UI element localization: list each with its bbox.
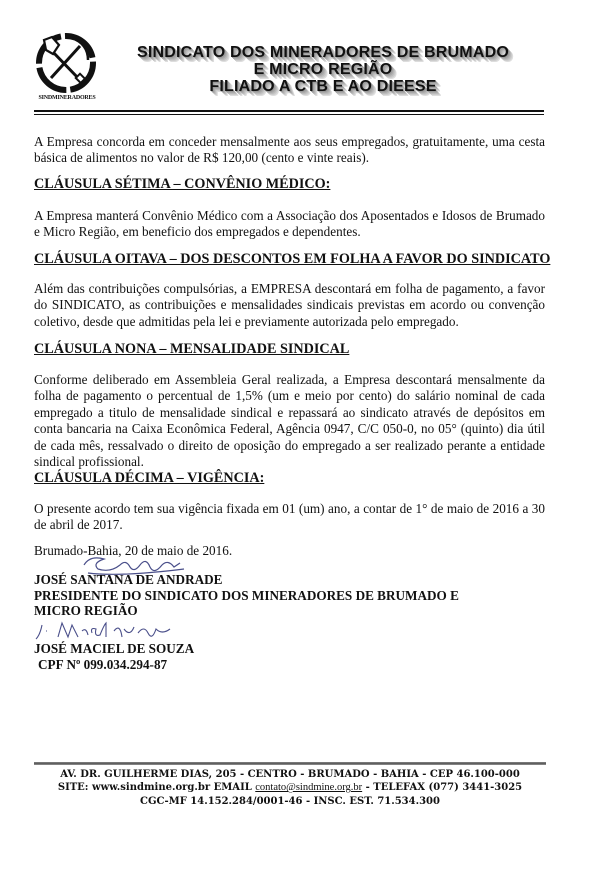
place-date: Brumado-Bahia, 20 de maio de 2016. — [34, 543, 233, 558]
clause-10-text: O presente acordo tem sua vigência fixada em 01 (um) ano, a contar de 1° de maio de 2016 a 30 de abril de 2017. — [34, 501, 545, 533]
footer-email-link[interactable]: contato@sindmine.org.br — [255, 782, 363, 794]
footer-address: AV. DR. GUILHERME DIAS, 205 - CENTRO - BRUMADO - BAHIA - CEP 46.100-000 — [60, 769, 520, 780]
footer-telefax: - TELEFAX (077) 3441-3025 — [362, 782, 523, 794]
clause-9-heading: CLÁUSULA NONA – MENSALIDADE SINDICAL — [34, 341, 350, 357]
letterhead-line-2: E MICRO REGIÃO — [253, 61, 393, 78]
clause-7-text: A Empresa manterá Convênio Médico com a Associação dos Aposentados e Idosos de Brumado e Micro Região, em beneficio dos empregados e dependentes. — [34, 208, 545, 240]
pickaxe-shovel-icon — [30, 30, 102, 104]
letterhead-title — [118, 44, 528, 95]
footer-divider — [34, 762, 546, 765]
clause-7-heading: CLÁUSULA SÉTIMA – CONVÊNIO MÉDICO: — [34, 176, 331, 192]
footer-contact-line — [34, 781, 546, 794]
signatory-1-name: JOSÉ SANTANA DE ANDRADE — [34, 572, 223, 587]
clause-8-text: Além das contribuições compulsórias, a EMPRESA descontará em folha de pagamento, a favor do SINDICATO, as contribuições e mensalidades sindicais previstas em acordo ou convenção coletivo, desde que admitidas pela lei e previamente autorizada pelo empregado. — [34, 281, 545, 329]
union-logo — [30, 30, 102, 104]
signatory-2-name: JOSÉ MACIEL DE SOUZA — [34, 641, 195, 656]
header-divider — [34, 110, 544, 112]
footer-contact — [34, 768, 546, 808]
intro-paragraph: A Empresa concorda em conceder mensalmente aos seus empregados, gratuitamente, uma cesta básica de alimentos no valor de R$ 120,00 (cento e vinte reais). — [34, 134, 545, 166]
clause-8-heading: CLÁUSULA OITAVA – DOS DESCONTOS EM FOLHA A FAVOR DO SINDICATO — [34, 251, 551, 267]
footer-site: SITE: www.sindmine.org.br EMAIL — [57, 782, 256, 794]
clause-9-text: Conforme deliberado em Assembleia Geral realizada, a Empresa descontará mensalmente da folha de pagamento o percentual de 1,5% (um e meio por cento) do salário nominal de cada empregado a titulo de mensalidade sindical e repassará ao sindicato através de depósitos em conta bancaria na Caixa Econômica Federal, Agência 0947, C/C 050-0, no 05° (quinto) dia útil de cada mês, ressalvado o direito de oposição do empregado a ser realizado perante a entidade sindical profissional. — [34, 372, 545, 470]
header-divider-thin — [34, 114, 544, 115]
signatory-1-title: PRESIDENTE DO SINDICATO DOS MINERADORES DE BRUMADO E MICRO REGIÃO — [34, 588, 459, 618]
footer-registry: CGC-MF 14.152.284/0001-46 - INSC. EST. 71.534.300 — [140, 795, 440, 807]
letterhead-line-1: SINDICATO DOS MINERADORES DE BRUMADO — [137, 44, 509, 61]
letterhead-line-3: FILIADO A CTB E AO DIEESE — [209, 78, 437, 95]
logo-caption: SINDMINERADORES — [38, 95, 96, 101]
clause-10-heading: CLÁUSULA DÉCIMA – VIGÊNCIA: — [34, 470, 265, 486]
signatory-2-cpf: CPF Nº 099.034.294-87 — [38, 657, 168, 672]
signature-maciel — [34, 619, 174, 643]
